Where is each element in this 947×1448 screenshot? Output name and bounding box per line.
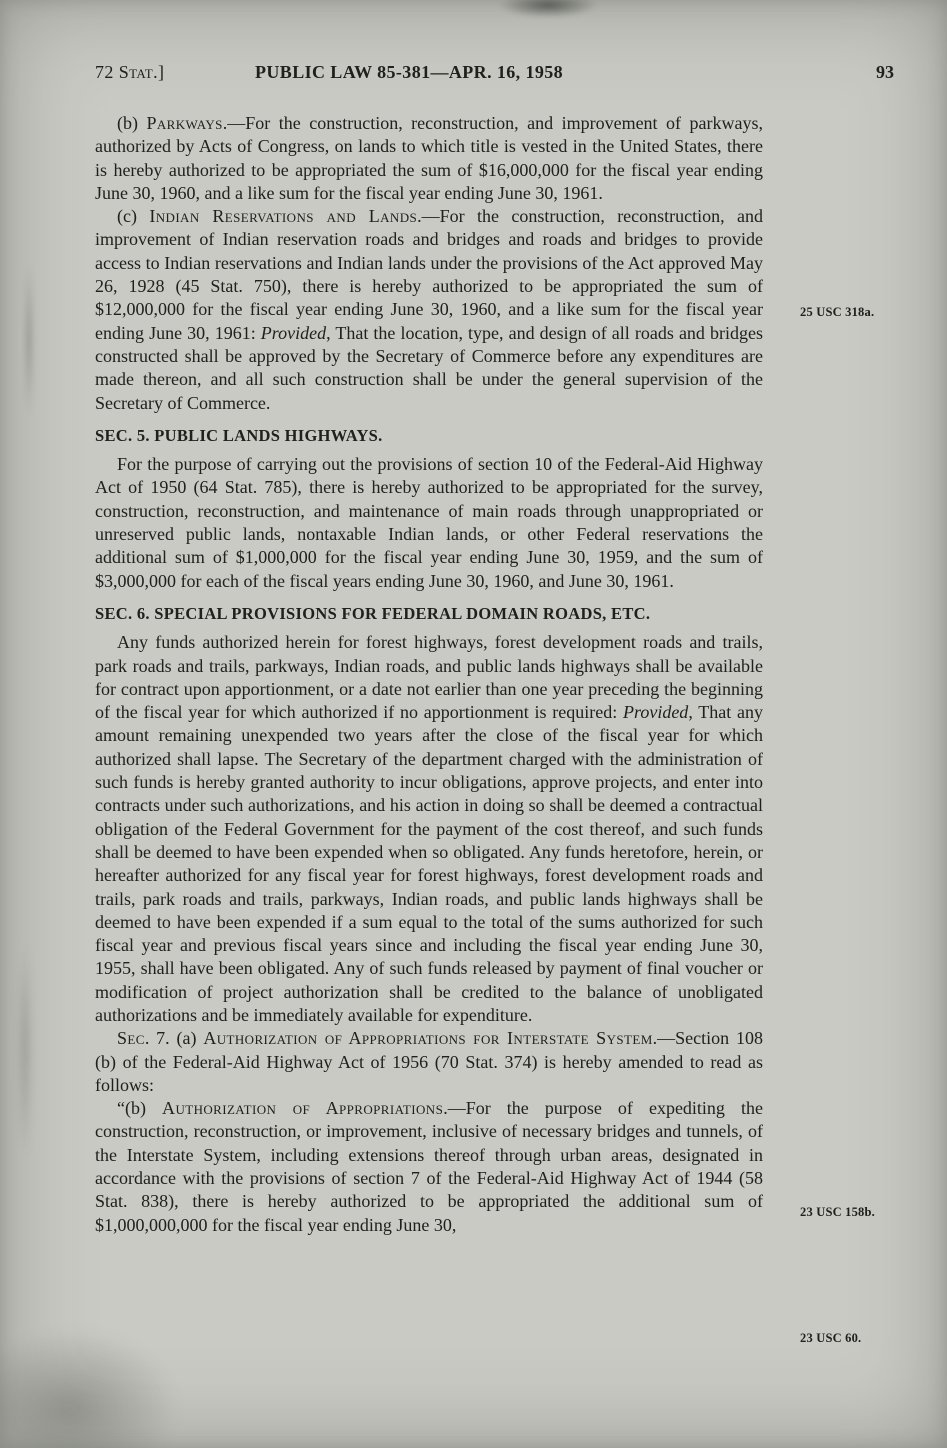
smallcaps-text: Authorization of Appropriations [162, 1098, 444, 1119]
paragraph [95, 453, 763, 593]
body-text: , That the location, type, and design of all roads and bridges constructed shall be approved by the Secretary of Commerce before any expenditures are made thereon, and all such construction shall be under the general supervision of the Secretary of Commerce. [95, 322, 763, 413]
scan-smudge [0, 1328, 180, 1448]
body-text: (b) [117, 113, 147, 133]
margin-note: 23 USC 60. [800, 1331, 862, 1345]
body-text: For the purpose of carrying out the provisions of section 10 of the Federal-Aid Highway Act of 1950 (64 Stat. 785), there is hereby authorized to be appropriated for the survey, construction, reconstruction, and maintenance of main roads through unappropriated or unreserved public lands, nontaxable Indian lands, or other Federal reservations the additional sum of $1,000,000 for the fiscal year ending June 30, 1959, and the sum of $3,000,000 for each of the fiscal years ending June 30, 1960, and June 30, 1961. [95, 454, 763, 591]
smallcaps-text: Indian Reservations and Lands [149, 206, 418, 227]
section-heading [95, 424, 763, 447]
body-text: , That any amount remaining unexpended two years after the close of the fiscal year for which authorized shall lapse. The Secretary of the department charged with the administration of such funds is hereby granted authority to incur obligations, approve projects, and enter into contracts under such authorizations, and his action in doing so shall be deemed a contractual obligation of the Federal Government for the payment of the cost thereof, and such funds shall be deemed to have been expended when so obligated. Any funds heretofore, herein, or hereafter authorized for any fiscal year for forest highways, forest development roads and trails, park roads and trails, parkways, Indian roads, and public lands highways shall be deemed to have been expended if a sum equal to the total of the sums authorized for such fiscal year and previous fiscal years since and including the fiscal year ending June 30, 1955, shall have been obligated. Any of such funds released by payment of final voucher or modification of project authorization shall be credited to the balance of unobligated authorizations and be immediately available for expenditure. [95, 702, 763, 1025]
body-text: .—For the purpose of expediting the construction, reconstruction, or improvement, inclusive of necessary bridges and tunnels, of the Interstate System, including extensions thereof through urban areas, designated in accordance with the provisions of section 7 of the Federal-Aid Highway Act of 1944 (58 Stat. 838), there is hereby authorized to be appropriated the additional sum of $1,000,000,000 for the fiscal year ending June 30, [95, 1098, 763, 1235]
scan-smudge [498, 0, 598, 18]
body-text: .—Section 108 (b) of the Federal-Aid Highway Act of 1956 (70 Stat. 374) is hereby amended to read as follows: [95, 1028, 763, 1095]
scan-smudge [24, 260, 34, 420]
statute-volume-label: 72 Stat.] [95, 62, 165, 82]
smallcaps-text: Parkways [146, 113, 223, 133]
law-title: PUBLIC LAW 85-381—APR. 16, 1958 [255, 62, 564, 82]
section-heading [95, 602, 763, 625]
body-text: “(b) [117, 1098, 163, 1119]
body-text: .—For the construction, reconstruction, and improvement of Indian reservation roads and bridges and roads and bridges to provide access to Indian reservations and Indian lands under the provisions of the Act approved May 26, 1928 (45 Stat. 750), there is hereby authorized to be appropriated the sum of $12,000,000 for the fiscal year ending June 30, 1960, and a like sum for the fiscal year ending June 30, 1961: [95, 206, 763, 343]
body-text: . 7. (a) [144, 1028, 204, 1049]
italic-text: Provided [623, 702, 689, 723]
paragraph [95, 112, 763, 205]
body-text: (c) [117, 206, 150, 227]
scan-smudge [18, 940, 32, 1160]
paragraph [95, 1027, 763, 1097]
margin-note: 23 USC 158b. [800, 1205, 875, 1219]
body-text: .—For the construction, reconstruction, and improvement of parkways, authorized by Acts of Congress, on lands to which title is vested in the United States, there is hereby authorized to be appropriated the sum of $16,000,000 for the fiscal year ending June 30, 1960, and a like sum for the fiscal year ending June 30, 1961. [95, 113, 763, 203]
paragraph [95, 1097, 763, 1237]
italic-text: Provided [260, 322, 327, 343]
smallcaps-text: Authorization of Appropriations for Interstate System [203, 1028, 653, 1049]
paragraph [95, 631, 763, 1027]
body-text: SEC. 5. PUBLIC LANDS HIGHWAYS. [95, 425, 383, 445]
paragraph [95, 205, 763, 415]
smallcaps-text: Sec [117, 1028, 145, 1049]
margin-note: 25 USC 318a. [800, 305, 875, 319]
document-body [95, 112, 763, 1237]
page-number: 93 [876, 62, 894, 82]
body-text: SEC. 6. SPECIAL PROVISIONS FOR FEDERAL DOMAIN ROADS, ETC. [95, 603, 651, 623]
page-header [95, 62, 900, 88]
body-text: Any funds authorized herein for forest highways, forest development roads and trails, park roads and trails, parkways, Indian roads, and public lands highways shall be available for contract upon apportionment, or a date not earlier than one year preceding the beginning of the fiscal year for which authorized if no apportionment is required: [95, 632, 763, 723]
